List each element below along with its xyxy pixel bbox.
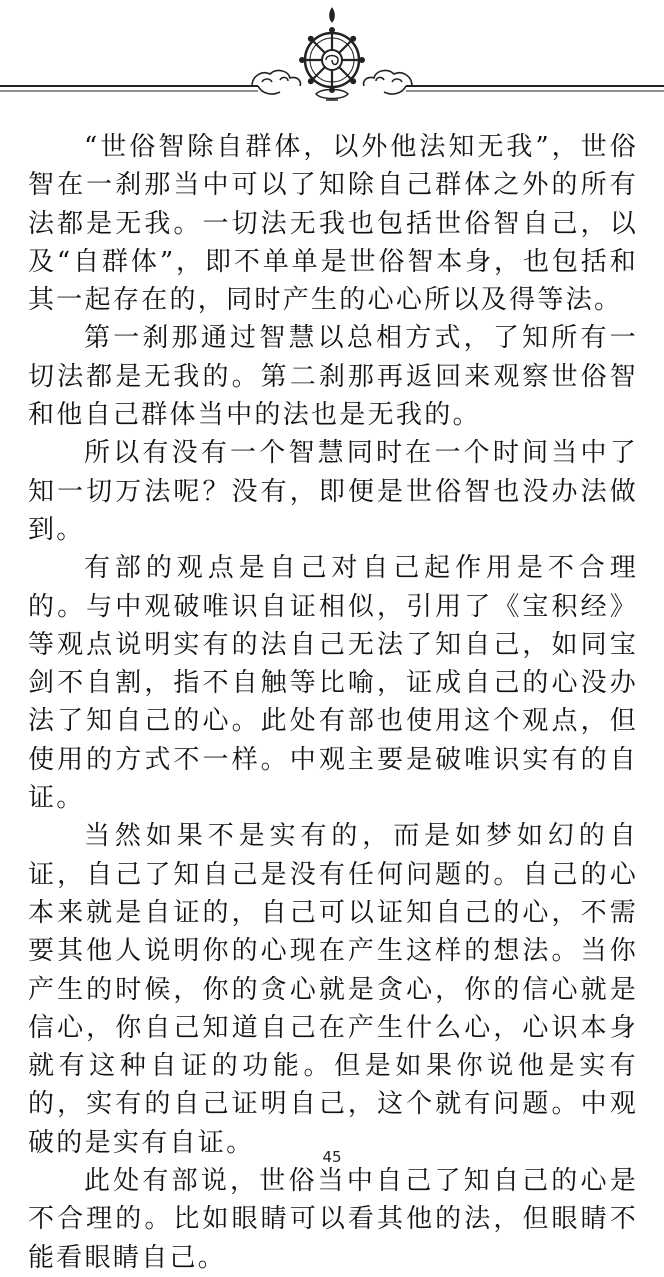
page-number: 45 xyxy=(322,1148,342,1166)
page-header xyxy=(0,0,664,110)
paragraph: 第一刹那通过智慧以总相方式，了知所有一切法都是无我的。第二刹那再返回来观察世俗智和他自己群体当中的法也是无我的。 xyxy=(28,323,638,431)
paragraph: 当然如果不是实有的，而是如梦如幻的自证，自己了知自己是没有任何问题的。自己的心本来就是自证的，自己可以证知自己的心，不需要其他人说明你的心现在产生这样的想法。当你产生的时候，你的贪心就是贪心，你的信心就是信心，你自己知道自己在产生什么心，心识本身就有这种自证的功能。但是如果你说他是实有的，实有的自己证明自己，这个就有问题。中观破的是实有自证。 xyxy=(28,821,638,1158)
cloud-scroll-right-icon xyxy=(364,71,412,94)
dharma-wheel-icon xyxy=(299,8,365,100)
paragraph: 有部的观点是自己对自己起作用是不合理的。与中观破唯识自证相似，引用了《宝积经》等观点说明实有的法自己无法了知自己，如同宝剑不自割，指不自触等比喻，证成自己的心没办法了知自己的心。此处有部也使用这个观点，但使用的方式不一样。中观主要是破唯识实有的自证。 xyxy=(28,553,638,814)
paragraph: 所以有没有一个智慧同时在一个时间当中了知一切万法呢？没有，即便是世俗智也没办法做到。 xyxy=(28,438,638,545)
paragraph: 此处有部说，世俗当中自己了知自己的心是不合理的。比如眼睛可以看其他的法，但眼睛不能看眼睛自己。 xyxy=(28,1166,638,1273)
header-ornament xyxy=(0,0,664,110)
document-body xyxy=(28,128,638,1277)
paragraph: “世俗智除自群体，以外他法知无我”，世俗智在一刹那当中可以了知除自己群体之外的所有法都是无我。一切法无我也包括世俗智自己，以及“自群体”，即不单单是世俗智本身，也包括和其一起存在的，同时产生的心心所以及得等法。 xyxy=(28,132,638,316)
cloud-scroll-left-icon xyxy=(252,71,300,94)
